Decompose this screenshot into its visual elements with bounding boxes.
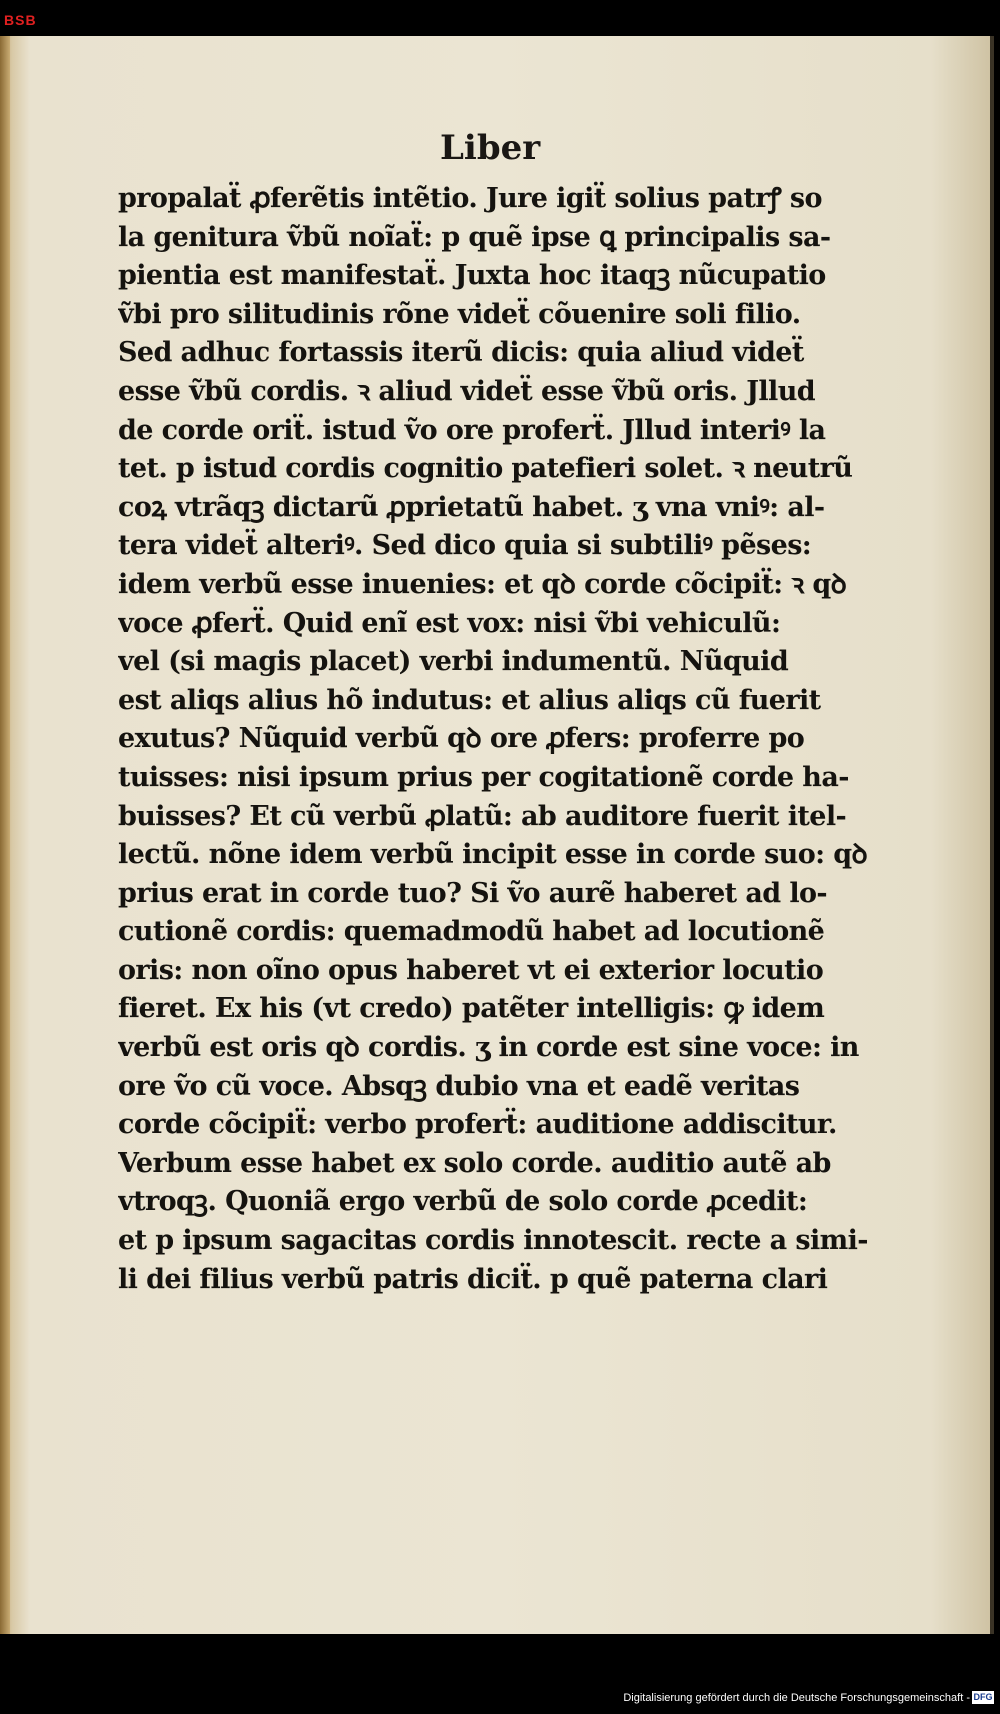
bsb-logo: BSB xyxy=(4,12,37,28)
text-block xyxy=(118,180,908,1299)
footer-credit: Digitalisierung gefördert durch die Deutsche Forschungsgemeinschaft - xyxy=(623,1692,970,1704)
text-line: ore ṽo cũ voce. Absqꝫ dubio vna et eadẽ veritas xyxy=(118,1070,800,1102)
text-line: esse ṽbũ cordis. ꝛ aliud videẗ esse ṽbũ oris. Jllud xyxy=(118,375,815,407)
text-line: verbũ est oris qꝺ cordis. ʒ in corde est sine voce: in xyxy=(118,1032,859,1064)
text-line: voce ꝓferẗ. Quid enĩ est vox: nisi ṽbi vehiculũ: xyxy=(118,607,781,639)
text-line: vel (si magis placet) verbi indumentũ. Nũquid xyxy=(118,646,789,678)
text-line: coꝝ vtrãqꝫ dictarũ ꝓprietatũ habet. ʒ vna vniꝰ: al- xyxy=(118,491,825,523)
text-line: tera videẗ alteriꝰ. Sed dico quia si subtiliꝰ pẽses: xyxy=(118,530,812,562)
running-head: Liber xyxy=(440,128,541,168)
text-line: et p ipsum sagacitas cordis innotescit. recte a simi- xyxy=(118,1225,868,1257)
text-line: tet. p istud cordis cognitio patefieri solet. ꝛ neutrũ xyxy=(118,453,853,485)
text-line: corde cõcipiẗ: verbo proferẗ: auditione addiscitur. xyxy=(118,1109,837,1141)
text-line: oris: non oĩno opus haberet vt ei exterior locutio xyxy=(118,954,824,986)
text-line: de corde oriẗ. istud ṽo ore proferẗ. Jllud interiꝰ la xyxy=(118,414,826,446)
top-bar xyxy=(0,0,1000,36)
text-line: cutionẽ cordis: quemadmodũ habet ad locutionẽ xyxy=(118,916,825,948)
text-line: vtroqꝫ. Quoniã ergo verbũ de solo corde ꝓcedit: xyxy=(118,1186,808,1218)
text-line: Verbum esse habet ex solo corde. auditio autẽ ab xyxy=(118,1147,831,1179)
text-line: Sed adhuc fortassis iterũ dicis: quia aliud videẗ xyxy=(118,337,804,369)
text-line: fieret. Ex his (vt credo) patẽter intelligis: ꝙ idem xyxy=(118,993,825,1025)
text-line: pientia est manifestaẗ. Juxta hoc itaqꝫ nũcupatio xyxy=(118,260,826,292)
text-line: propalaẗ ꝓferẽtis intẽtio. Jure igiẗ solius patrꝭ so xyxy=(118,183,822,214)
text-line: idem verbũ esse inuenies: et qꝺ corde cõcipiẗ: ꝛ qꝺ xyxy=(118,568,847,600)
text-line: la genitura ṽbũ noĩaẗ: p quẽ ipse ꝗ principalis sa- xyxy=(118,221,831,253)
text-line: buisses? Et cũ verbũ ꝓlatũ: ab auditore fuerit itel- xyxy=(118,800,847,832)
dfg-logo: DFG xyxy=(973,1692,993,1702)
text-line: lectũ. nõne idem verbũ incipit esse in corde suo: qꝺ xyxy=(118,839,868,871)
page-binding-edge xyxy=(0,36,10,1634)
text-line: ṽbi pro silitudinis rõne videẗ cõuenire soli filio. xyxy=(118,298,801,330)
text-line: est aliqs alius hõ indutus: et alius aliqs cũ fuerit xyxy=(118,684,821,716)
text-line: li dei filius verbũ patris diciẗ. p quẽ paterna clari xyxy=(118,1263,828,1295)
text-line: exutus? Nũquid verbũ qꝺ ore ꝓfers: proferre po xyxy=(118,723,805,755)
text-line: prius erat in corde tuo? Si ṽo aurẽ haberet ad lo- xyxy=(118,877,827,909)
text-line: tuisses: nisi ipsum prius per cogitationẽ corde ha- xyxy=(118,761,849,793)
